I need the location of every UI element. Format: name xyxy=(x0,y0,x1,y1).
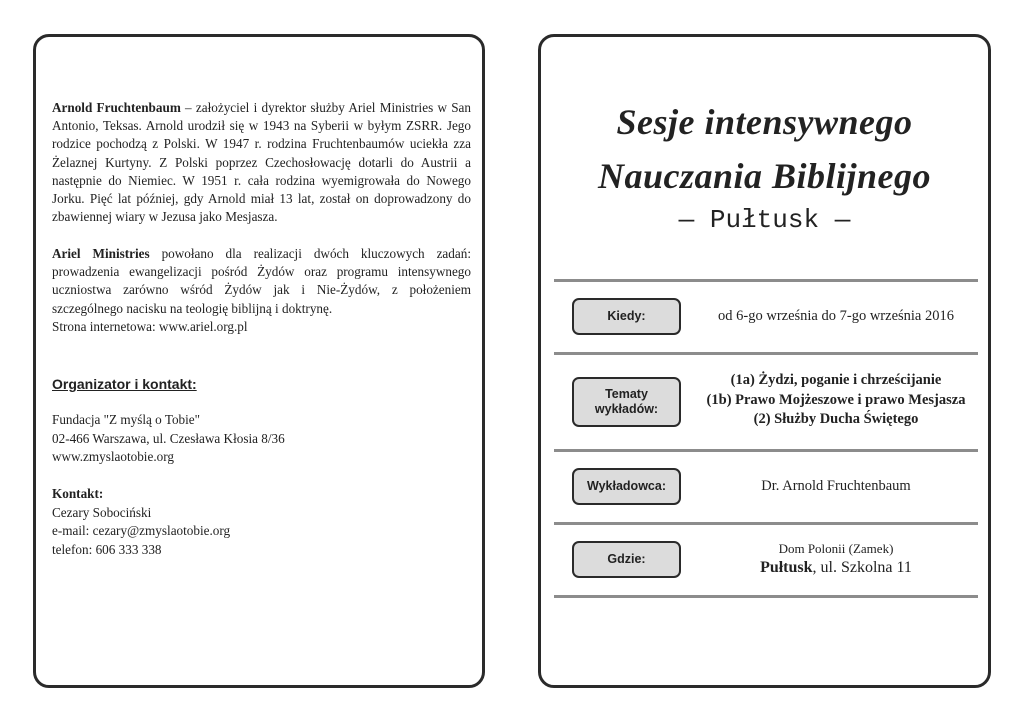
contact-label: Kontakt: xyxy=(52,486,104,501)
topics-label-line: wykładów: xyxy=(594,402,659,416)
left-panel xyxy=(33,34,485,688)
organizer-address xyxy=(52,411,285,467)
when-label-box: Kiedy: xyxy=(572,298,681,335)
topics-label-line: Tematy xyxy=(605,387,648,401)
where-street: , ul. Szkolna 11 xyxy=(812,559,912,576)
ministry-text: powołano dla realizacji dwóch kluczowych zadań: prowadzenia ewangelizacji pośród Żydów oraz programu intensywnego uczniostwa zarówno wśród Żydów jak i Nie-Żydów, z położeniem szczególnego nacisku na teologię biblijną i doktrynę. xyxy=(52,246,471,316)
bio-paragraph xyxy=(52,99,471,226)
topics-list xyxy=(691,371,981,430)
divider xyxy=(554,279,978,282)
where-address xyxy=(691,558,981,578)
where-city: Pułtusk xyxy=(760,559,813,576)
bio-name: Arnold Fruchtenbaum xyxy=(52,100,181,115)
organizer-line: Fundacja "Z myślą o Tobie" xyxy=(52,412,201,427)
contact-block xyxy=(52,485,230,559)
ministry-paragraph xyxy=(52,245,471,336)
topic-item: (1b) Prawo Mojżeszowe i prawo Mesjasza xyxy=(706,391,966,408)
where-venue: Dom Polonii (Zamek) xyxy=(778,541,894,556)
right-panel xyxy=(538,34,991,688)
divider xyxy=(554,352,978,355)
bio-text: – założyciel i dyrektor służby Ariel Ministries w San Antonio, Teksas. Arnold urodził się w 1943 na Syberii w byłym ZSRR. Jego rodzice pochodzą z Polski. W 1947 r. rodzina Fruchtenbaumów uciekła zza Żelaznej Kurtyny. Z Polski poprzez Czechosłowację dotarli do Austrii a następnie do Niemiec. W 1951 r. cała rodzina wyemigrowała do Nowego Jorku. Pięć lat później, gdy Arnold miał 13 lat, został on doprowadzony do zbawiennej wiary w Jezusa jako Mesjasza. xyxy=(52,100,471,225)
contact-line: e-mail: cezary@zmyslaotobie.org xyxy=(52,523,231,538)
ministry-name: Ariel Ministries xyxy=(52,246,150,261)
divider xyxy=(554,595,978,598)
lecturer-label-box: Wykładowca: xyxy=(572,468,681,505)
divider xyxy=(554,449,978,452)
topic-item: (1a) Żydzi, poganie i chrześcijanie xyxy=(730,372,942,388)
when-value: od 6-go września do 7-go września 2016 xyxy=(718,308,954,324)
topic-item: (2) Służby Ducha Świętego xyxy=(753,411,919,427)
contact-line: Cezary Sobociński xyxy=(52,504,152,520)
topics-label-box xyxy=(572,377,681,427)
organizer-line: 02-466 Warszawa, ul. Czesława Kłosia 8/36 xyxy=(52,430,285,446)
lecturer-value: Dr. Arnold Fruchtenbaum xyxy=(761,478,911,494)
ministry-website: Strona internetowa: www.ariel.org.pl xyxy=(52,318,248,334)
organizer-line: www.zmyslaotobie.org xyxy=(52,449,174,464)
event-title-line-2: Nauczania Biblijnego xyxy=(597,156,932,196)
where-label-box: Gdzie: xyxy=(572,541,681,578)
event-title-line-1: Sesje intensywnego xyxy=(616,102,913,142)
contact-line: telefon: 606 333 338 xyxy=(52,541,162,557)
divider xyxy=(554,522,978,525)
event-location-subtitle: — Pułtusk — xyxy=(678,205,851,235)
organizer-heading: Organizator i kontakt: xyxy=(52,376,197,392)
